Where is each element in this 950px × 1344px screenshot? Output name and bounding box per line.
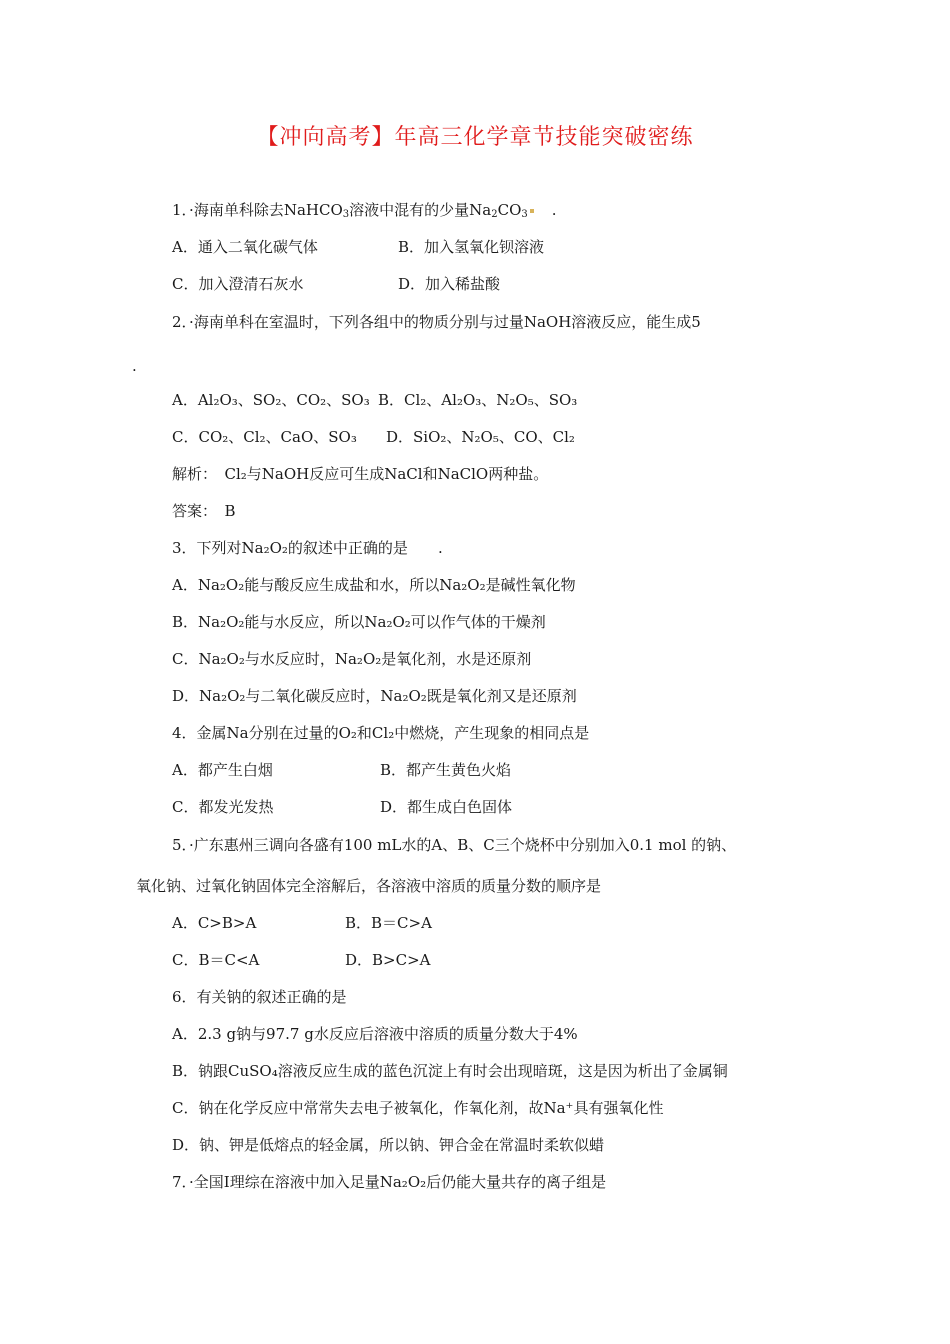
option-a: A．都产生白烟 — [172, 761, 273, 779]
question-text: 在室温时，下列各组中的物质分别与过量NaOH溶液反应，能生成5 — [253, 313, 701, 331]
option-b: B．钠跟CuSO₄溶液反应生成的蓝色沉淀上有时会出现暗斑，这是因为析出了金属铜 — [172, 1062, 728, 1080]
question-7: 7．·全国Ⅰ理综在溶液中加入足量Na₂O₂后仍能大量共存的离子组是 — [172, 1173, 607, 1191]
option-a: A．Al₂O₃、SO₂、CO₂、SO₃ — [172, 391, 370, 409]
trailing-dot: . — [437, 539, 443, 557]
question-2 — [172, 312, 701, 332]
option-d: D．B>C>A — [345, 951, 431, 969]
question-text: 溶液中混有的少量Na — [349, 201, 492, 219]
option-c: C．CO₂、Cl₂、CaO、SO₃ — [172, 428, 357, 446]
option-a: A．Na₂O₂能与酸反应生成盐和水，所以Na₂O₂是碱性氧化物 — [172, 576, 576, 594]
page-title: 【冲向高考】年高三化学章节技能突破密练 — [256, 125, 694, 150]
option-b: B．Cl₂、Al₂O₃、N₂O₅、SO₃ — [378, 391, 578, 409]
analysis: 解析： Cl₂与NaOH反应可生成NaCl和NaClO两种盐。 — [172, 465, 549, 483]
option-a: A．通入二氧化碳气体 — [172, 238, 318, 256]
question-source: ·海南单科 — [189, 201, 254, 219]
option-c: C．都发光发热 — [172, 798, 274, 816]
question-6: 6．有关钠的叙述正确的是 — [172, 988, 347, 1006]
option-d: D．钠、钾是低熔点的轻金属，所以钠、钾合金在常温时柔软似蜡 — [172, 1136, 605, 1154]
question-text: 除去NaHCO — [253, 201, 343, 219]
option-c: C．加入澄清石灰水 — [172, 275, 304, 293]
question-source: ·海南单科 — [189, 313, 254, 331]
option-b: B．B＝C>A — [345, 914, 432, 932]
question-5-continued: 氧化钠、过氧化钠固体完全溶解后，各溶液中溶质的质量分数的顺序是 — [136, 877, 602, 895]
question-text: CO — [497, 201, 522, 219]
subscript: 3 — [521, 209, 528, 220]
subscript: 2 — [491, 209, 498, 220]
question-4: 4．金属Na分别在过量的O₂和Cl₂中燃烧，产生现象的相同点是 — [172, 724, 590, 742]
option-a: A．2.3 g钠与97.7 g水反应后溶液中溶质的质量分数大于4% — [172, 1025, 578, 1043]
stray-dot: . — [132, 357, 137, 375]
option-d: D．加入稀盐酸 — [398, 275, 501, 293]
option-c: C．Na₂O₂与水反应时，Na₂O₂是氧化剂，水是还原剂 — [172, 650, 532, 668]
subscript: 3 — [342, 209, 350, 220]
question-1 — [172, 200, 557, 220]
option-d: D．Na₂O₂与二氧化碳反应时，Na₂O₂既是氧化剂又是还原剂 — [172, 687, 577, 705]
trailing-dot: . — [551, 201, 557, 219]
question-3 — [172, 538, 443, 558]
option-c: C．钠在化学反应中常常失去电子被氧化，作氧化剂，故Na⁺具有强氧化性 — [172, 1099, 664, 1117]
question-5: 5．·广东惠州三调向各盛有100 mL水的A、B、C三个烧杯中分别加入0.1 mol 的钠、 — [172, 836, 737, 854]
question-text: 3．下列对Na₂O₂的叙述中正确的是 — [172, 539, 408, 557]
highlight-mark — [530, 209, 534, 213]
option-b: B．加入氢氧化钡溶液 — [398, 238, 545, 256]
option-c: C．B＝C<A — [172, 951, 260, 969]
option-d: D．SiO₂、N₂O₅、CO、Cl₂ — [386, 428, 575, 446]
option-b: B．都产生黄色火焰 — [380, 761, 512, 779]
option-a: A．C>B>A — [172, 914, 257, 932]
option-b: B．Na₂O₂能与水反应，所以Na₂O₂可以作气体的干燥剂 — [172, 613, 546, 631]
answer: 答案： B — [172, 502, 236, 520]
question-number: 1． — [172, 201, 190, 219]
question-number: 2． — [172, 313, 190, 331]
option-d: D．都生成白色固体 — [380, 798, 513, 816]
